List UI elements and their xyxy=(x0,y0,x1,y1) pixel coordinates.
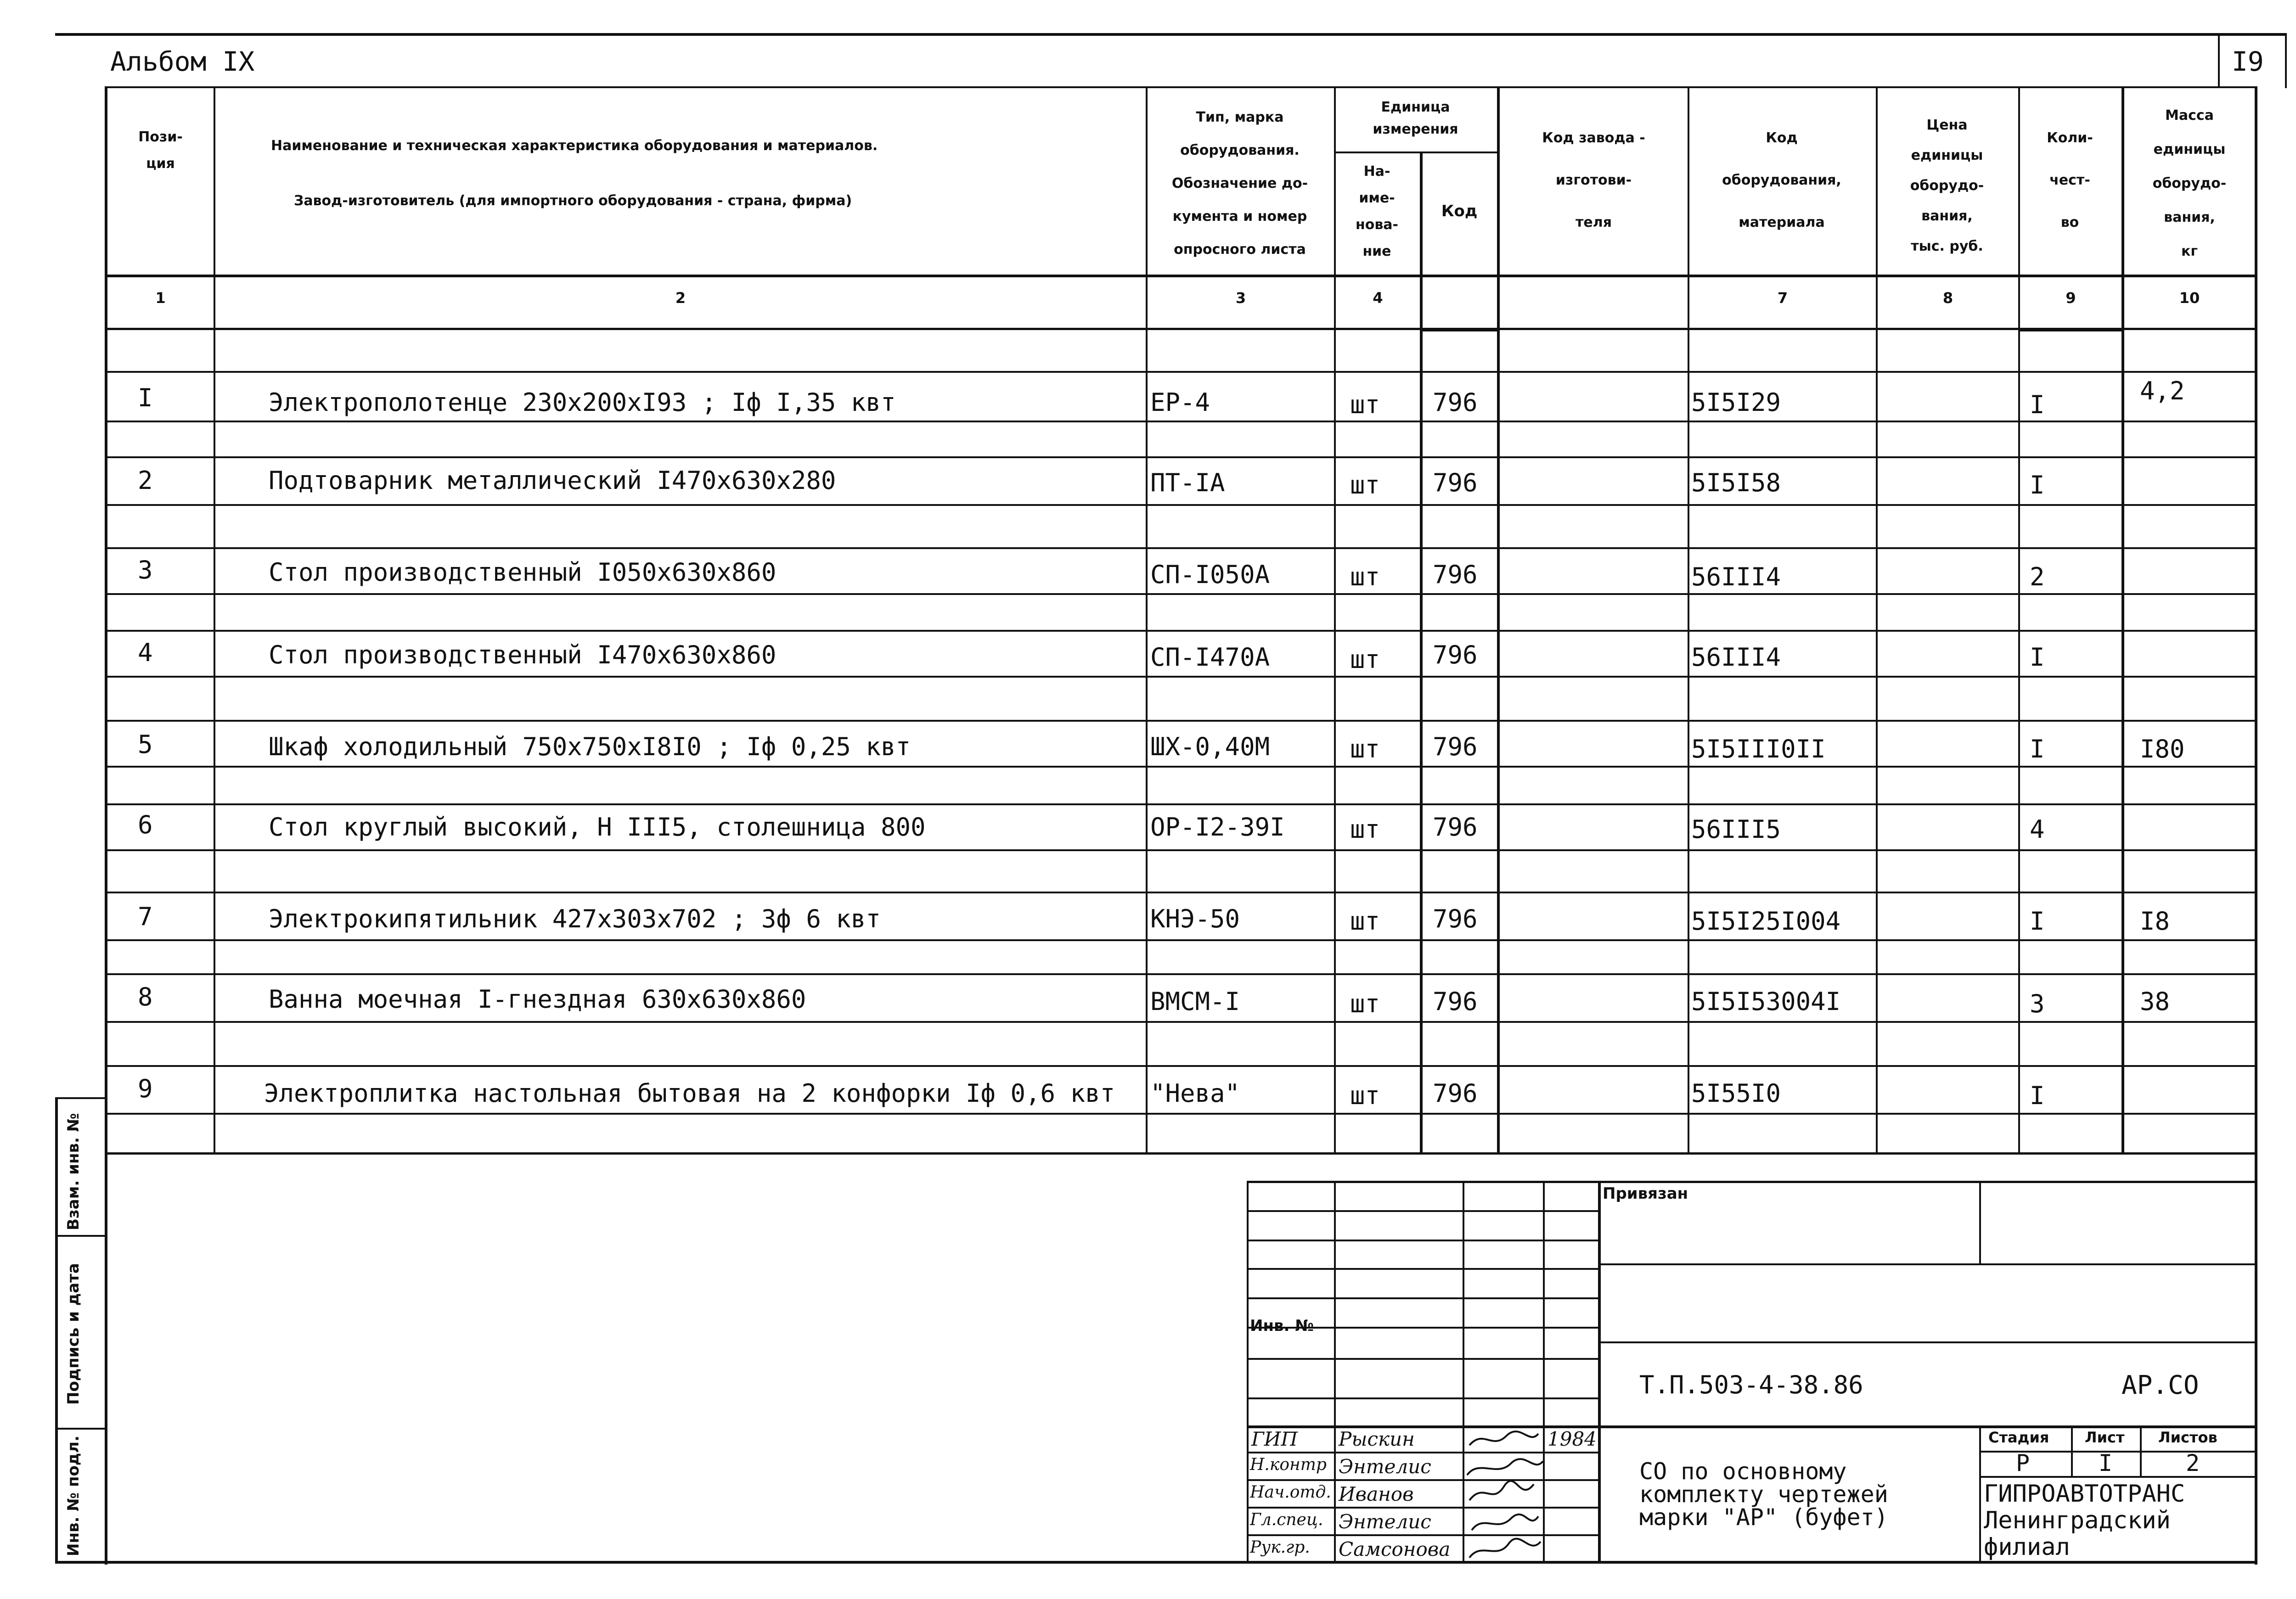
row-quantity: I xyxy=(2030,643,2045,672)
row-equipment-code: 5I5I29 xyxy=(1691,388,1781,417)
colnum-9: 9 xyxy=(2065,289,2076,307)
row-unit: шт xyxy=(1350,907,1380,936)
row-quantity: I xyxy=(2030,471,2045,499)
row-line xyxy=(105,803,2257,805)
row-unit: шт xyxy=(1350,471,1380,499)
stamp-left xyxy=(1247,1181,1249,1563)
table-bottom-line xyxy=(105,1152,2257,1155)
row-unit: шт xyxy=(1350,645,1380,674)
row-unit: шт xyxy=(1350,1081,1380,1110)
role-nach-otd: Нач.отд. xyxy=(1250,1483,1331,1502)
side-strip-left xyxy=(55,1097,58,1564)
row-line xyxy=(105,939,2257,941)
row-quantity: I xyxy=(2030,390,2045,419)
stage-label: Стадия xyxy=(1988,1429,2049,1446)
row-unit: шт xyxy=(1350,390,1380,419)
header-unit-code: Код xyxy=(1441,202,1478,220)
col-line-5 xyxy=(1497,86,1500,1154)
side-label-replaced: Взам. инв. № xyxy=(64,1113,83,1230)
stamp-right-row xyxy=(1598,1263,2257,1265)
stamp-row xyxy=(1247,1297,1598,1299)
row-line xyxy=(105,849,2257,851)
name-gip: Рыскин xyxy=(1339,1428,1415,1450)
row-unit-code: 796 xyxy=(1433,813,1478,842)
doc-mark: АР.СО xyxy=(2122,1370,2199,1400)
row-equipment-code: 5I5I53004I xyxy=(1691,987,1841,1016)
header-mass: Масса единицы оборудо- вания, кг xyxy=(2152,107,2227,259)
row-quantity: 4 xyxy=(2030,815,2045,844)
row-type: ОР-I2-39I xyxy=(1150,813,1285,842)
org-name: ГИПРОАВТОТРАНС Ленинградский филиал xyxy=(1984,1480,2185,1561)
row-mass: 38 xyxy=(2140,987,2170,1016)
row-equipment-code: 5I5III0II xyxy=(1691,735,1826,763)
row-name: Подтоварник металлический I470х630х280 xyxy=(269,466,836,495)
row-line xyxy=(105,676,2257,678)
row-name: Шкаф холодильный 750х750хI8I0 ; Iф 0,25 квт xyxy=(269,732,911,761)
stamp-right-inner xyxy=(2255,1181,2257,1563)
row-line xyxy=(105,456,2257,458)
header-equipment-code: Код оборудования, материала xyxy=(1722,130,1841,230)
colnum-3: 3 xyxy=(1235,289,1246,307)
stamp-col-d xyxy=(1598,1181,1601,1563)
colnum-2: 2 xyxy=(675,289,686,307)
row-equipment-code: 56III4 xyxy=(1691,643,1781,672)
colnum-bottom-line xyxy=(105,328,2257,330)
row-line xyxy=(105,547,2257,549)
stamp-row xyxy=(1247,1397,1598,1399)
row-position: 6 xyxy=(138,810,153,839)
role-ruk-gr: Рук.гр. xyxy=(1250,1538,1310,1557)
row-position: 5 xyxy=(138,730,153,759)
row-unit: шт xyxy=(1350,735,1380,763)
row-position: 4 xyxy=(138,638,153,667)
top-border xyxy=(55,33,2287,36)
row-line xyxy=(105,973,2257,975)
row-name: Ванна моечная I-гнездная 630х630х860 xyxy=(269,985,806,1014)
sheet-label: Лист xyxy=(2085,1429,2125,1446)
row-quantity: I xyxy=(2030,907,2045,936)
header-bottom-line xyxy=(105,275,2257,277)
row-position: 8 xyxy=(138,982,153,1011)
row-unit: шт xyxy=(1350,562,1380,591)
code-box-top xyxy=(1420,328,1497,331)
row-line xyxy=(105,766,2257,768)
header-unit-name: На- име- нова- ние xyxy=(1355,163,1399,259)
row-line xyxy=(105,1065,2257,1067)
unit-group-divider xyxy=(1334,151,1497,153)
row-name: Стол производственный I050х630х860 xyxy=(269,558,777,587)
row-line xyxy=(105,593,2257,595)
row-equipment-code: 5I5I25I004 xyxy=(1691,907,1841,936)
row-unit-code: 796 xyxy=(1433,468,1478,497)
row-name: Стол круглый высокий, Н III5, столешница 800 xyxy=(269,813,926,842)
col-line-1 xyxy=(214,86,215,1154)
colnum-7: 7 xyxy=(1777,289,1788,307)
role-gl-spec: Гл.спец. xyxy=(1250,1510,1323,1529)
name-nach-otd: Иванов xyxy=(1339,1483,1414,1505)
stamp-row xyxy=(1247,1358,1598,1360)
row-position: 7 xyxy=(138,902,153,931)
header-quantity: Коли- чест- во xyxy=(2047,130,2093,230)
row-name: Электроплитка настольная бытовая на 2 конфорки Iф 0,6 квт xyxy=(264,1079,1115,1108)
row-equipment-code: 5I5I58 xyxy=(1691,468,1781,497)
row-type: ЕР-4 xyxy=(1150,388,1210,417)
stamp-col-e xyxy=(1979,1181,1981,1263)
col-line-4 xyxy=(1420,151,1423,1154)
row-line xyxy=(105,1021,2257,1023)
colnum-1: 1 xyxy=(155,289,166,307)
row-line xyxy=(105,421,2257,422)
side-strip-div1 xyxy=(55,1235,106,1237)
row-quantity: 2 xyxy=(2030,562,2045,591)
row-name: Электрокипятильник 427х303х702 ; 3ф 6 квт xyxy=(269,904,881,933)
row-unit-code: 796 xyxy=(1433,987,1478,1016)
page-number-box-right xyxy=(2285,33,2287,88)
row-equipment-code: 5I55I0 xyxy=(1691,1079,1781,1108)
row-line xyxy=(105,1113,2257,1115)
stamp-row xyxy=(1247,1268,1598,1270)
side-strip-top xyxy=(55,1097,106,1099)
album-title: Альбом IX xyxy=(110,46,255,77)
table-left-border xyxy=(105,86,107,1565)
row-unit: шт xyxy=(1350,989,1380,1018)
row-position: 3 xyxy=(138,555,153,584)
stamp-col-b xyxy=(1463,1181,1464,1563)
row-mass: I8 xyxy=(2140,907,2170,936)
stamp-row xyxy=(1247,1240,1598,1241)
header-plant-code: Код завода - изготови- теля xyxy=(1542,130,1645,230)
header-manufacturer: Завод-изготовитель (для импортного оборудования - страна, фирма) xyxy=(294,193,852,209)
name-gl-spec: Энтелис xyxy=(1339,1510,1431,1533)
row-unit-code: 796 xyxy=(1433,640,1478,669)
row-line xyxy=(105,720,2257,722)
signature-mark xyxy=(1472,1515,1538,1530)
sheets-label: Листов xyxy=(2158,1429,2217,1446)
header-unit-group: Единица измерения xyxy=(1373,99,1458,137)
side-strip-div2 xyxy=(55,1428,106,1430)
row-unit-code: 796 xyxy=(1433,1079,1478,1108)
row-type: ВМСМ-I xyxy=(1150,987,1240,1016)
signature-mark xyxy=(1467,1459,1543,1475)
row-unit-code: 796 xyxy=(1433,904,1478,933)
row-type: ШХ-0,40М xyxy=(1150,732,1270,761)
col-line-8 xyxy=(2018,86,2020,1154)
row-quantity: I xyxy=(2030,735,2045,763)
row-quantity: 3 xyxy=(2030,989,2045,1018)
row-type: СП-I050А xyxy=(1150,560,1270,589)
row-position: 9 xyxy=(138,1074,153,1103)
row-line xyxy=(105,504,2257,506)
row-line xyxy=(105,892,2257,893)
page-bottom-line xyxy=(55,1561,2257,1564)
row-position: I xyxy=(138,383,153,412)
inv-no-label: Инв. № xyxy=(1250,1317,1314,1335)
qty-box-top xyxy=(2018,328,2124,331)
row-unit-code: 796 xyxy=(1433,560,1478,589)
stamp-top xyxy=(1247,1181,2257,1183)
colnum-4: 4 xyxy=(1373,289,1383,307)
row-mass: 4,2 xyxy=(2140,376,2185,405)
name-nkontr: Энтелис xyxy=(1339,1455,1431,1478)
row-mass: I80 xyxy=(2140,735,2185,763)
page-number: I9 xyxy=(2232,46,2264,77)
date-gip: 1984 xyxy=(1548,1428,1597,1450)
row-name: Стол производственный I470х630х860 xyxy=(269,640,777,669)
signature-mark xyxy=(1469,1539,1541,1558)
row-unit: шт xyxy=(1350,815,1380,844)
sheet-value: I xyxy=(2099,1450,2113,1476)
table-top-border xyxy=(105,86,2257,88)
row-quantity: I xyxy=(2030,1081,2045,1110)
stamp-col-a xyxy=(1334,1181,1336,1563)
row-type: СП-I470А xyxy=(1150,643,1270,672)
col-line-6 xyxy=(1688,86,1689,1154)
colnum-10: 10 xyxy=(2179,289,2200,307)
stamp-right-row xyxy=(1598,1341,2257,1343)
role-gip: ГИП xyxy=(1251,1428,1298,1450)
sheets-value: 2 xyxy=(2186,1450,2200,1476)
page-number-box-left xyxy=(2218,33,2220,88)
row-position: 2 xyxy=(138,466,153,495)
row-name: Электрополотенце 230х200хI93 ; Iф I,35 квт xyxy=(269,388,896,417)
signature-scribbles xyxy=(1465,1427,1598,1563)
side-label-inv-orig: Инв. № подл. xyxy=(64,1435,83,1556)
signature-mark xyxy=(1469,1431,1538,1445)
colnum-8: 8 xyxy=(1942,289,1953,307)
stamp-row xyxy=(1247,1210,1598,1212)
header-name: Наименование и техническая характеристика оборудования и материалов. xyxy=(271,138,878,154)
doc-title: СО по основному комплекту чертежей марки "АР" (буфет) xyxy=(1639,1458,1888,1531)
role-nkontr: Н.контр xyxy=(1250,1455,1327,1474)
privyazan-label: Привязан xyxy=(1603,1184,1688,1203)
row-line xyxy=(105,630,2257,632)
row-equipment-code: 56III5 xyxy=(1691,815,1781,844)
row-unit-code: 796 xyxy=(1433,388,1478,417)
row-unit-code: 796 xyxy=(1433,732,1478,761)
signature-mark xyxy=(1469,1481,1534,1500)
header-type: Тип, марка оборудования. Обозначение до- кумента и номер опросного листа xyxy=(1171,109,1308,258)
stage-value: Р xyxy=(2016,1450,2030,1476)
side-label-sign-date: Подпись и дата xyxy=(64,1263,83,1405)
name-ruk-gr: Самсонова xyxy=(1339,1538,1451,1560)
stamp-col-f xyxy=(1979,1425,1981,1563)
row-equipment-code: 56III4 xyxy=(1691,562,1781,591)
doc-code: Т.П.503-4-38.86 xyxy=(1639,1370,1863,1399)
row-type: "Нева" xyxy=(1150,1079,1240,1108)
row-line xyxy=(105,371,2257,373)
header-position: Пози- ция xyxy=(138,129,183,172)
row-type: ПТ-IА xyxy=(1150,468,1225,497)
row-type: КНЭ-50 xyxy=(1150,904,1240,933)
header-price: Цена единицы оборудо- вания, тыс. руб. xyxy=(1910,117,1984,254)
